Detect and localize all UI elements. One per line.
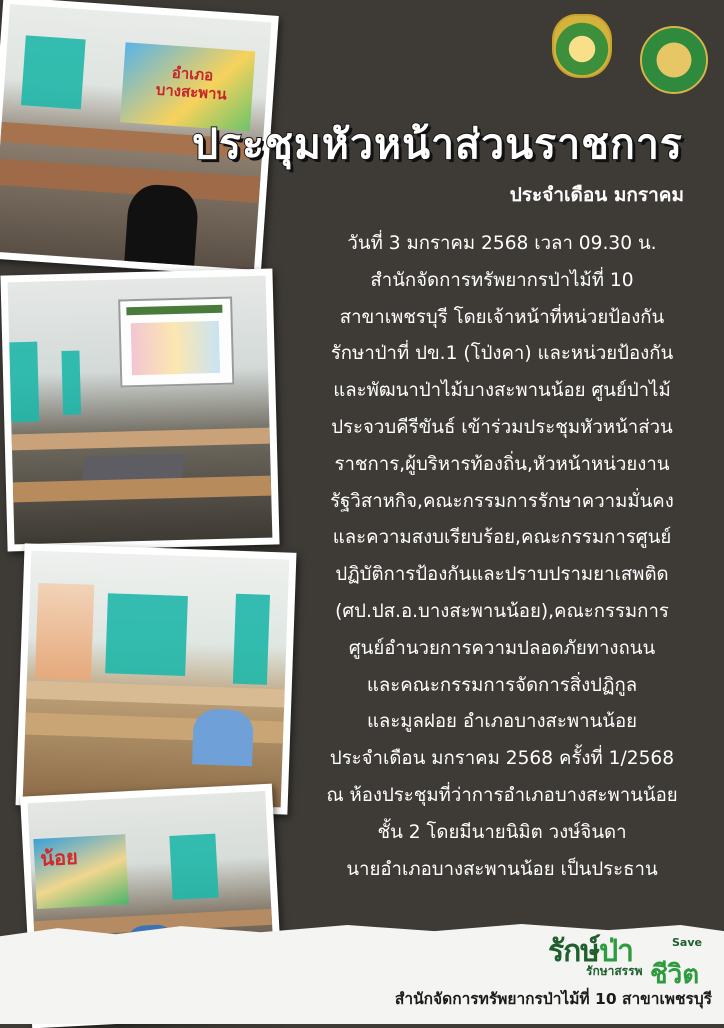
meeting-photo-2 <box>0 268 279 551</box>
body-line: รักษาป่าที่ ปข.1 (โป่งคา) และหน่วยป้องกัน <box>330 343 674 365</box>
brand-life: ชีวิต <box>650 960 700 990</box>
body-line: รัฐวิสาหกิจ,คณะกรรมการรักษาความมั่นคง <box>330 490 674 512</box>
body-line: ประจวบคีรีขันธ์ เข้าร่วมประชุมหัวหน้าส่วน <box>331 416 673 438</box>
body-line: วันที่ 3 มกราคม 2568 เวลา 09.30 น. <box>347 233 657 254</box>
body-line: ประจำเดือน มกราคม 2568 ครั้งที่ 1/2568 <box>329 748 675 770</box>
body-line: และคณะกรรมการจัดการสิ่งปฏิกูล <box>366 674 638 696</box>
banner-text: อำเภอ บางสะพาน <box>155 63 228 104</box>
save-forest-logo <box>548 928 718 990</box>
body-line: ศูนย์อำนวยการความปลอดภัยทางถนน <box>348 637 656 659</box>
body-line: สำนักจัดการทรัพยากรป่าไม้ที่ 10 <box>370 269 634 291</box>
page-title: ประชุมหัวหน้าส่วนราชการ <box>192 120 683 168</box>
district-banner-2 <box>33 834 129 909</box>
body-line: สาขาเพชรบุรี โดยเจ้าหน้าที่หน่วยป้องกัน <box>339 306 665 328</box>
brand-save: Save <box>672 936 702 949</box>
body-line: ปฏิบัติการป้องกันและปราบปรามยาเสพติด <box>335 564 669 586</box>
body-line: ณ ห้องประชุมที่ว่าการอำเภอบางสะพานน้อย <box>326 784 678 806</box>
brand-main-a: รักษ์ <box>548 934 600 969</box>
meeting-photo-3 <box>16 543 297 814</box>
body-line: (ศป.ปส.อ.บางสะพานน้อย),คณะกรรมการ <box>335 600 669 622</box>
body-line: และพัฒนาป่าไม้บางสะพานน้อย ศูนย์ป่าไม้ <box>333 380 671 402</box>
body-line: นายอำเภอบางสะพานน้อย เป็นประธาน <box>346 858 658 880</box>
body-line: ราชการ,ผู้บริหารท้องถิ่น,หัวหน้าหน่วยงาน <box>334 453 670 475</box>
forest-department-seal-icon <box>640 26 708 94</box>
footer-office-name: สำนักจัดการทรัพยากรป่าไม้ที่ 10 สาขาเพชรบุรี <box>394 990 712 1008</box>
brand-sub: รักษาสรรพ <box>586 964 643 978</box>
body-text <box>286 226 718 888</box>
body-line: และมูลฝอย อำเภอบางสะพานน้อย <box>366 711 638 733</box>
body-line: และความสงบเรียบร้อย,คณะกรรมการศูนย์ <box>332 527 672 549</box>
page-subtitle: ประจำเดือน มกราคม <box>509 184 684 206</box>
brand-main-b: ป่า <box>599 934 633 969</box>
banner-text-2: น้อย <box>39 844 79 871</box>
body-line: ชั้น 2 โดยมีนายนิมิต วงษ์จินดา <box>377 821 627 843</box>
projector-screen <box>118 297 234 388</box>
district-seal-icon <box>552 14 612 78</box>
